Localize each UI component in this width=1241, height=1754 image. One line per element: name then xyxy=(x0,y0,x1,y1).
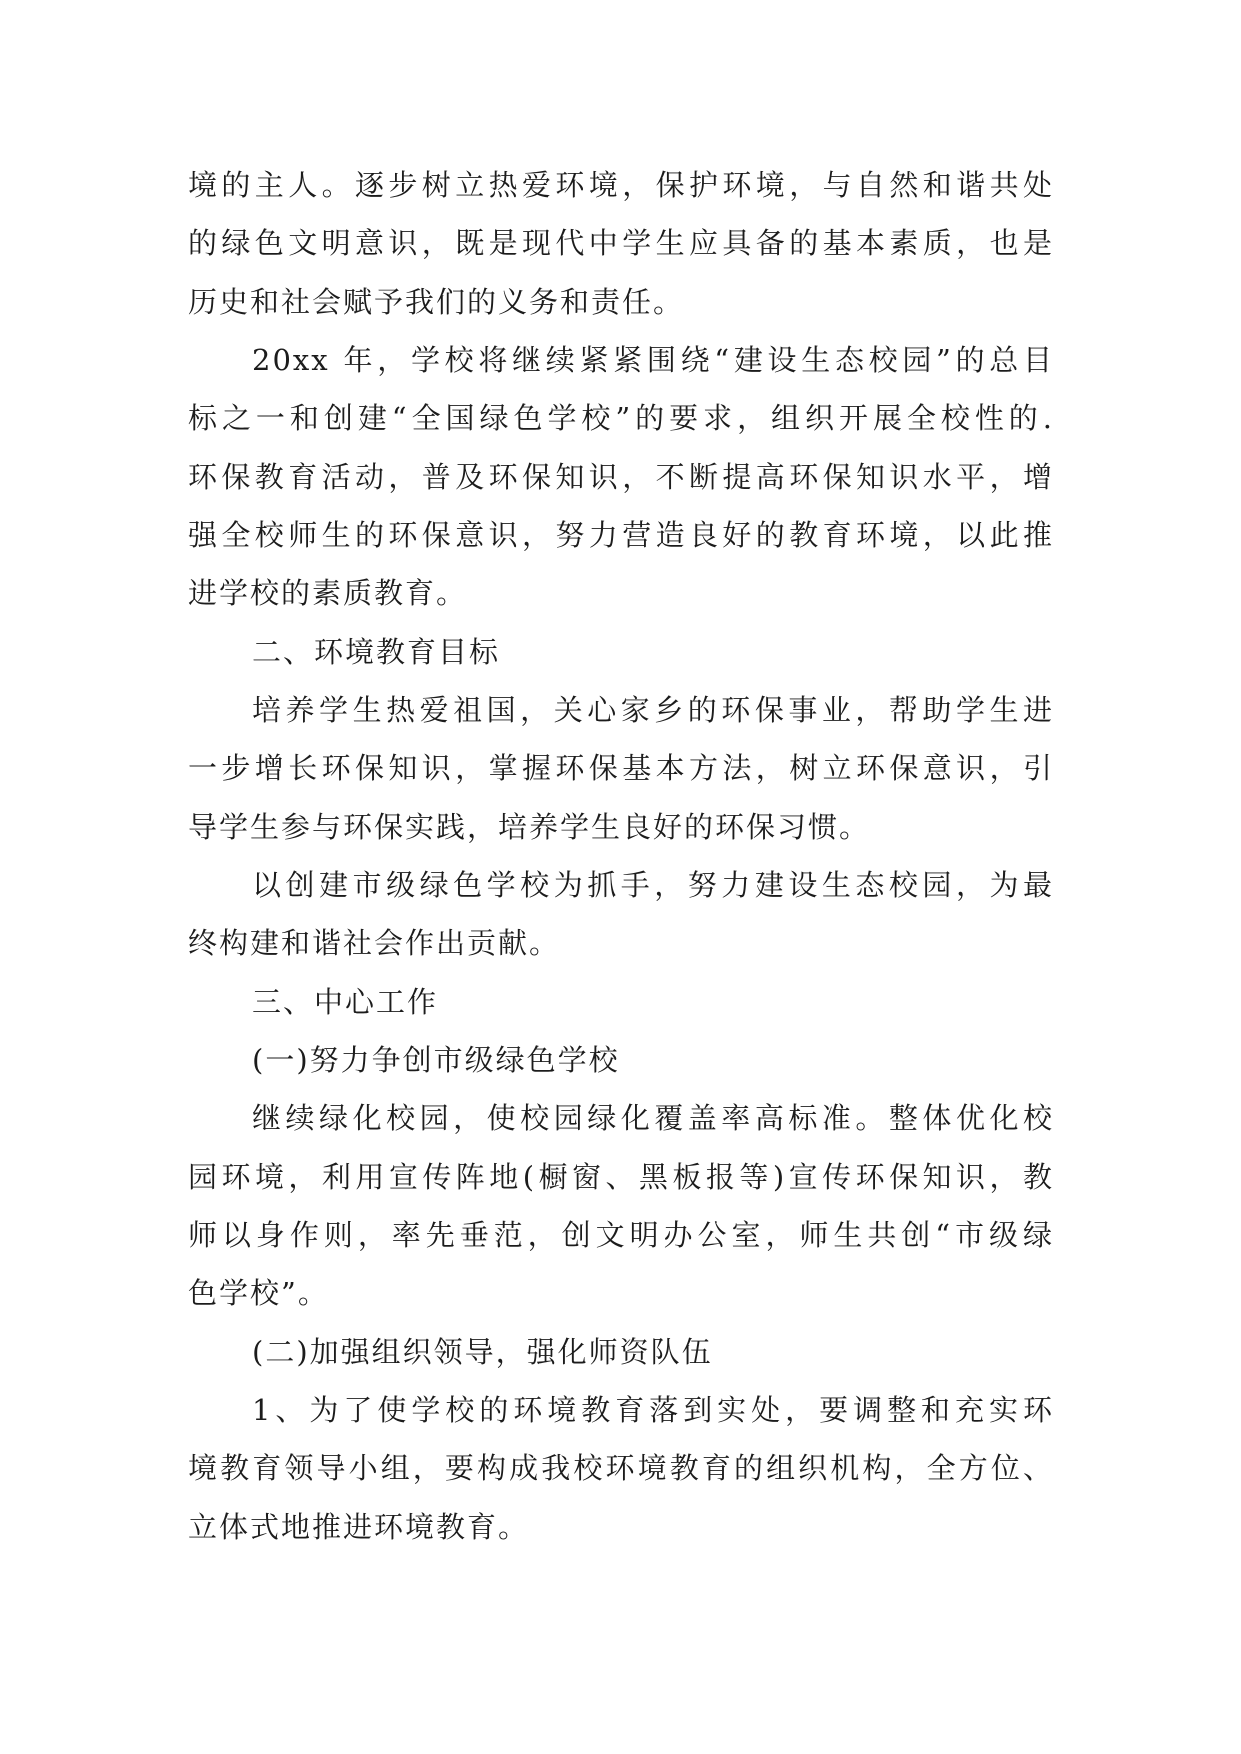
text-line: 境的主人。逐步树立热爱环境，保护环境，与自然和谐共处 xyxy=(188,168,1054,202)
text-line: 继续绿化校园，使校园绿化覆盖率高标准。整体优化校 xyxy=(252,1101,1054,1136)
paragraph xyxy=(188,856,1054,973)
text-line: 环保教育活动，普及环保知识，不断提高环保知识水平，增 xyxy=(188,459,1054,494)
text-line: 1、为了使学校的环境教育落到实处，要调整和充实环 xyxy=(252,1392,1054,1427)
text-line: 培养学生热爱祖国，关心家乡的环保事业，帮助学生进 xyxy=(252,692,1054,727)
text-line: 终构建和谐社会作出贡献。 xyxy=(188,926,561,961)
section-heading: 三、中心工作 xyxy=(252,984,439,1019)
text-line: 20xx 年，学校将继续紧紧围绕“建设生态校园”的总目 xyxy=(252,342,1054,377)
subsection-heading: (一)努力争创市级绿色学校 xyxy=(252,1042,620,1077)
text-line: 色学校”。 xyxy=(188,1276,329,1311)
section-heading: 二、环境教育目标 xyxy=(252,634,501,669)
paragraph xyxy=(188,681,1054,856)
text-line: 园环境，利用宣传阵地(橱窗、黑板报等)宣传环保知识，教 xyxy=(188,1159,1054,1194)
text-line: 立体式地推进环境教育。 xyxy=(188,1509,530,1544)
subsection-heading: (二)加强组织领导，强化师资队伍 xyxy=(252,1334,713,1369)
text-line: 强全校师生的环保意识，努力营造良好的教育环境，以此推 xyxy=(188,517,1054,552)
text-line: 进学校的素质教育。 xyxy=(188,576,468,611)
paragraph xyxy=(188,331,1054,623)
text-line: 一步增长环保知识，掌握环保基本方法，树立环保意识，引 xyxy=(188,751,1054,786)
text-line: 境教育领导小组，要构成我校环境教育的组织机构，全方位、 xyxy=(188,1451,1054,1486)
text-line: 以创建市级绿色学校为抓手，努力建设生态校园，为最 xyxy=(252,867,1054,902)
text-line: 师以身作则，率先垂范，创文明办公室，师生共创“市级绿 xyxy=(188,1217,1054,1252)
text-line: 的绿色文明意识，既是现代中学生应具备的基本素质，也是 xyxy=(188,226,1054,261)
text-line: 导学生参与环保实践，培养学生良好的环保习惯。 xyxy=(188,809,871,844)
text-line: 标之一和创建“全国绿色学校”的要求，组织开展全校性的. xyxy=(188,401,1054,436)
paragraph xyxy=(188,1381,1054,1556)
text-line: 历史和社会赋予我们的义务和责任。 xyxy=(188,284,685,319)
document-body xyxy=(188,156,1054,1556)
paragraph xyxy=(188,156,1054,331)
paragraph xyxy=(188,1089,1054,1322)
